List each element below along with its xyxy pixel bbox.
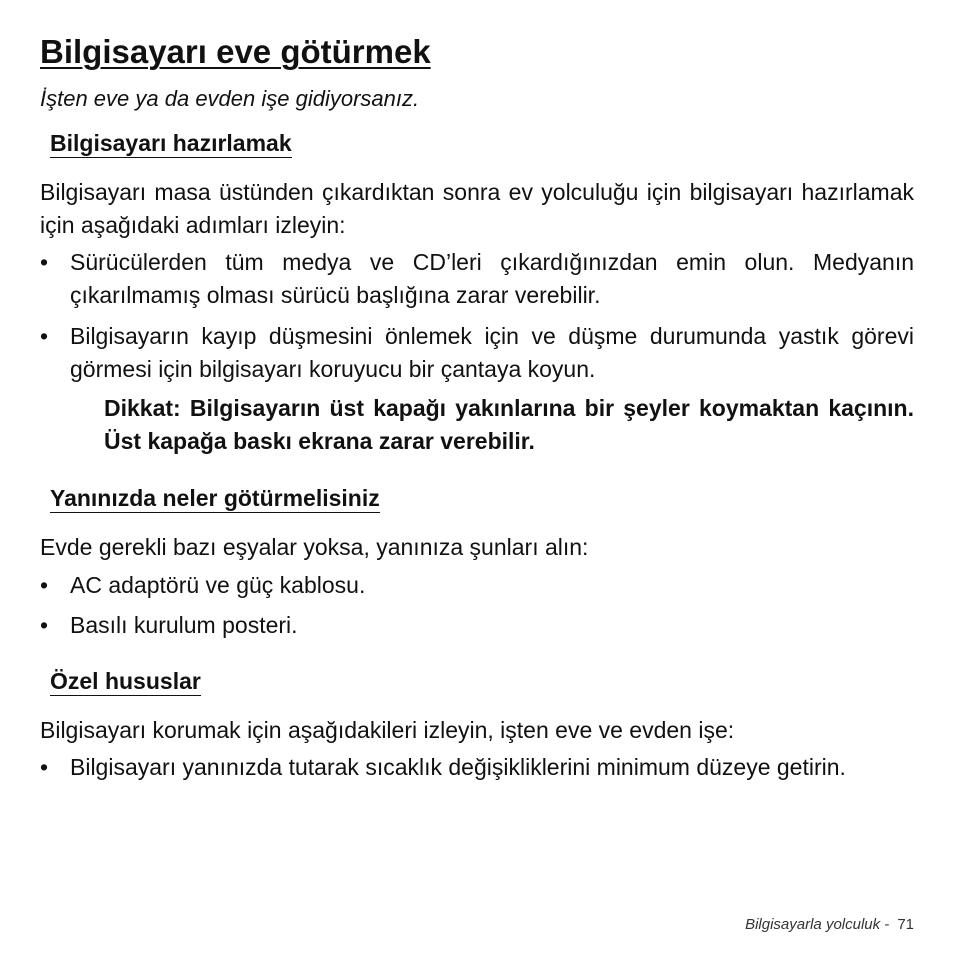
bullet-list-what-to-bring	[40, 569, 914, 642]
section-intro-what-to-bring: Evde gerekli bazı eşyalar yoksa, yanınıza şunları alın:	[40, 534, 589, 560]
section-intro-special-considerations: Bilgisayarı korumak için aşağıdakileri izleyin, işten eve ve evden işe:	[40, 716, 735, 743]
caution-note: Dikkat: Bilgisayarın üst kapağı yakınlarına bir şeyler koymaktan kaçının. Üst kapağa baskı ekrana zarar verebilir.	[104, 395, 914, 454]
page-footer	[745, 916, 914, 933]
section-heading-special-considerations: Özel hususlar	[50, 667, 201, 694]
list-item: • Bilgisayarı yanınızda tutarak sıcaklık değişikliklerini minimum düzeye getirin.	[40, 751, 914, 784]
page-title: Bilgisayarı eve götürmek	[40, 33, 431, 70]
section-heading-what-to-bring: Yanınızda neler götürmelisiniz	[50, 485, 380, 511]
list-item: • Basılı kurulum posteri.	[40, 609, 914, 642]
list-item: • AC adaptörü ve güç kablosu.	[40, 569, 914, 602]
section-intro-preparing: Bilgisayarı masa üstünden çıkardıktan sonra ev yolculuğu için bilgisayarı hazırlamak için aşağıdaki adımları izleyin:	[40, 179, 914, 238]
list-item: • Sürücülerden tüm medya ve CD’leri çıkardığınızdan emin olun. Medyanın çıkarılmamış olması sürücü başlığına zarar verebilir.	[40, 246, 914, 311]
bullet-list-special-considerations	[40, 751, 914, 784]
list-item: • Bilgisayarın kayıp düşmesini önlemek için ve düşme durumunda yastık görevi görmesi için bilgisayarı koruyucu bir çantaya koyun.	[40, 320, 914, 385]
document-page	[40, 30, 914, 784]
page-subtitle: İşten eve ya da evden işe gidiyorsanız.	[40, 86, 420, 111]
footer-label: Bilgisayarla yolculuk -	[745, 916, 890, 933]
page-number: 71	[897, 916, 914, 933]
bullet-list-preparing	[40, 246, 914, 385]
section-heading-preparing: Bilgisayarı hazırlamak	[50, 130, 292, 156]
